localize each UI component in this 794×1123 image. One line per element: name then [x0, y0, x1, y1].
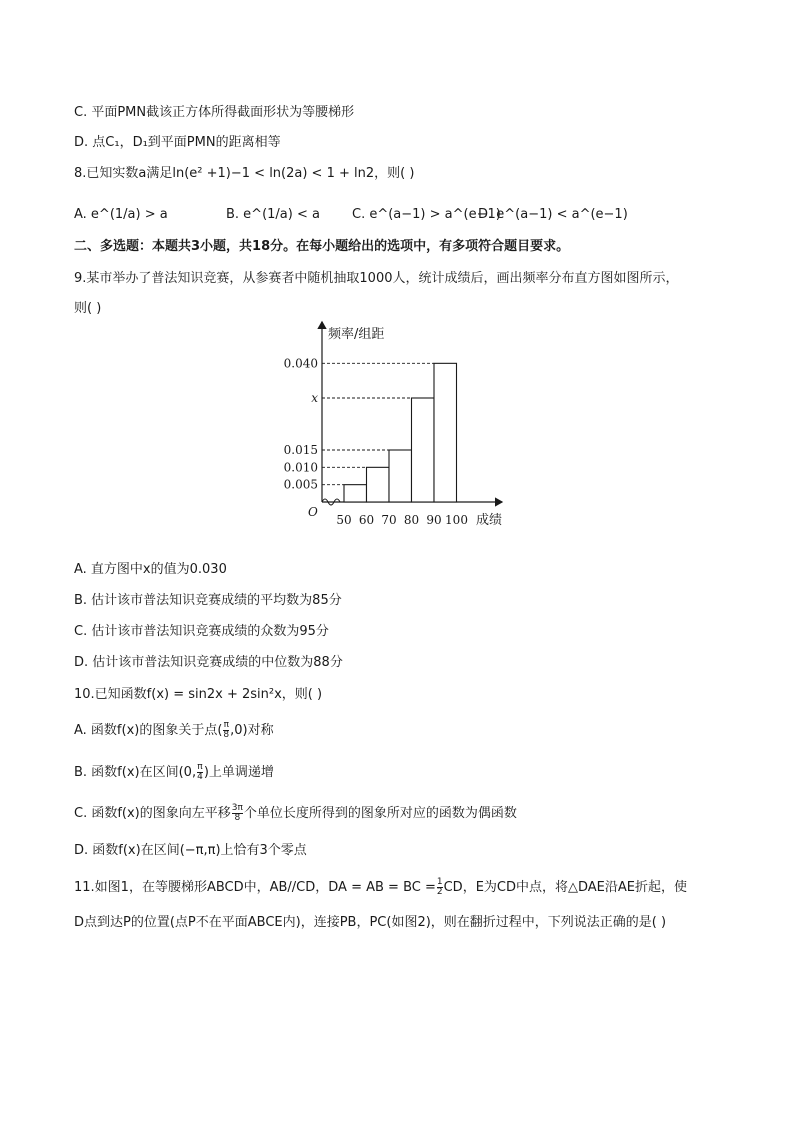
- q8-stem: 8.已知实数a满足ln(e² +1)−1 < ln(2a) < 1 + ln2，则( ): [74, 166, 415, 181]
- q9-stem-line1: 9.某市举办了普法知识竞赛，从参赛者中随机抽取1000人，统计成绩后，画出频率分布直方图如图所示，: [74, 271, 679, 286]
- q10-option-a: [74, 721, 274, 740]
- q11-stem-pre: 11.如图1，在等腰梯形ABCD中，AB//CD，DA = AB = BC =: [74, 880, 436, 895]
- y-tick-label: 0.040: [283, 356, 318, 371]
- fraction-den: 8: [232, 813, 243, 823]
- fraction-num: 3π: [231, 803, 243, 813]
- x-tick-label: 80: [403, 513, 420, 527]
- y-axis-label: 频率/组距: [328, 327, 385, 342]
- fraction: [223, 721, 229, 740]
- histogram-bar: [434, 363, 457, 502]
- y-tick-label: 0.015: [283, 443, 318, 457]
- x-tick-label: 50: [336, 513, 352, 527]
- q10-stem: 10.已知函数f(x) = sin2x + 2sin²x，则( ): [74, 687, 323, 702]
- q9-option-c: C. 估计该市普法知识竞赛成绩的众数为95分: [74, 624, 329, 639]
- frequency-histogram: [270, 318, 520, 538]
- q10-option-c-post: 个单位长度所得到的图象所对应的函数为偶函数: [243, 806, 517, 821]
- y-tick-label: x: [311, 391, 318, 405]
- x-tick-label: 90: [426, 513, 442, 527]
- y-tick-label: 0.005: [283, 477, 318, 492]
- fraction-den: 2: [436, 887, 443, 897]
- histogram-bar: [389, 450, 412, 502]
- fraction-den: 4: [197, 772, 203, 782]
- q10-option-d: D. 函数f(x)在区间(−π,π)上恰有3个零点: [74, 843, 307, 858]
- fraction-den: 8: [223, 730, 230, 740]
- fraction: [197, 763, 203, 782]
- fraction: [232, 804, 243, 823]
- q11-stem-line1: [74, 878, 687, 897]
- fraction-num: 1: [436, 877, 443, 887]
- q10-option-a-post: ,0)对称: [230, 723, 274, 738]
- q8-option-c: C. e^(a−1) > a^(e−1): [352, 207, 501, 222]
- q7-option-d: D. 点C₁，D₁到平面PMN的距离相等: [74, 135, 281, 150]
- y-tick-label: 0.010: [283, 460, 318, 475]
- q10-option-c: [74, 804, 517, 823]
- x-axis-label: 成绩: [476, 513, 503, 528]
- x-tick-label: 70: [381, 513, 397, 527]
- fraction-num: π: [223, 720, 229, 730]
- origin-label: O: [308, 505, 318, 519]
- histogram-bar: [412, 398, 435, 502]
- q8-option-b: B. e^(1/a) < a: [226, 207, 320, 222]
- q10-option-b-post: )上单调递增: [203, 765, 274, 780]
- q9-option-d: D. 估计该市普法知识竞赛成绩的中位数为88分: [74, 655, 343, 670]
- q9-option-a: A. 直方图中x的值为0.030: [74, 562, 227, 577]
- histogram-bar: [344, 485, 367, 502]
- q10-option-b-pre: B. 函数f(x)在区间(0,: [74, 765, 197, 780]
- fraction-num: π: [197, 762, 203, 772]
- q11-stem-post: CD，E为CD中点，将△DAE沿AE折起，使: [443, 880, 687, 895]
- section-heading: 二、多选题：本题共3小题，共18分。在每小题给出的选项中，有多项符合题目要求。: [74, 239, 570, 254]
- q10-option-b: [74, 763, 274, 782]
- histogram-bar: [367, 467, 390, 502]
- x-tick-label: 60: [358, 513, 375, 527]
- q7-option-c: C. 平面PMN截该正方体所得截面形状为等腰梯形: [74, 105, 355, 120]
- x-tick-label: 100: [445, 513, 468, 527]
- q9-stem-line2: 则( ): [74, 301, 102, 316]
- q8-option-a: A. e^(1/a) > a: [74, 207, 168, 222]
- q9-option-b: B. 估计该市普法知识竞赛成绩的平均数为85分: [74, 593, 342, 608]
- q11-stem-line2: D点到达P的位置(点P不在平面ABCE内)，连接PB，PC(如图2)，则在翻折过程中，下列说法正确的是( ): [74, 915, 667, 930]
- q10-option-c-pre: C. 函数f(x)的图象向左平移: [74, 806, 231, 821]
- fraction: [437, 878, 443, 897]
- q8-option-d: D. e^(a−1) < a^(e−1): [478, 207, 628, 222]
- q10-option-a-pre: A. 函数f(x)的图象关于点(: [74, 723, 223, 738]
